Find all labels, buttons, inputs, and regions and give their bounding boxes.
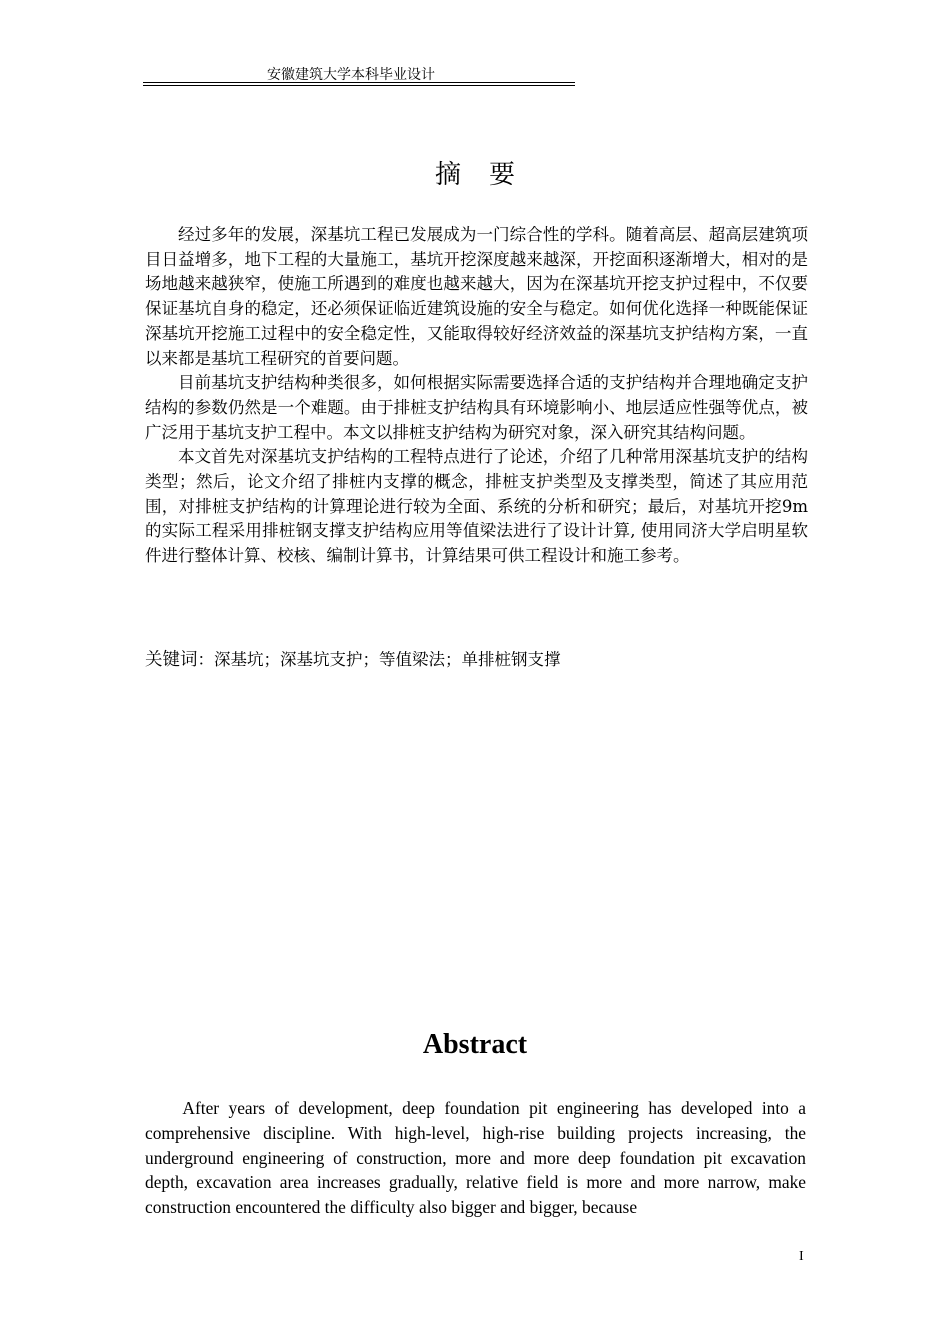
page-header <box>143 66 575 86</box>
keywords-colon: ： <box>197 650 214 669</box>
header-rule-bottom <box>143 85 575 86</box>
chinese-abstract-paragraph-1: 经过多年的发展，深基坑工程已发展成为一门综合性的学科。随着高层、超高层建筑项目日益增多，地下工程的大量施工，基坑开挖深度越来越深，开挖面积逐渐增大，相对的是场地越来越狭窄，使施工所遇到的难度也越来越大，因为在深基坑开挖支护过程中，不仅要保证基坑自身的稳定，还必须保证临近建筑设施的安全与稳定。如何优化选择一种既能保证深基坑开挖施工过程中的安全稳定性，又能取得较好经济效益的深基坑支护结构方案，一直以来都是基坑工程研究的首要问题。 <box>145 225 808 368</box>
keywords-label: 关键词 <box>145 650 198 670</box>
english-abstract-title: Abstract <box>422 1029 528 1060</box>
keywords-list: 深基坑；深基坑支护；等值梁法；单排桩钢支撑 <box>214 650 561 669</box>
chinese-abstract-paragraph-3: 本文首先对深基坑支护结构的工程特点进行了论述，介绍了几种常用深基坑支护的结构类型；然后，论文介绍了排桩内支撑的概念，排桩支护类型及支撑类型，简述了其应用范围，对排桩支护结构的计算理论进行较为全面、系统的分析和研究；最后，对基坑开挖9m的实际工程采用排桩钢支撑支护结构应用等值梁法进行了设计计算, 使用同济大学启明星软件进行整体计算、校核、编制计算书，计算结果可供工程设计和施工参考。 <box>145 447 808 566</box>
header-rule-top <box>143 82 575 83</box>
chinese-abstract-paragraph-2: 目前基坑支护结构种类很多，如何根据实际需要选择合适的支护结构并合理地确定支护结构的参数仍然是一个难题。由于排桩支护结构具有环境影响小、地层适应性强等优点，被广泛用于基坑支护工程中。本文以排桩支护结构为研究对象，深入研究其结构问题。 <box>145 373 808 442</box>
chinese-abstract-title: 摘要 <box>434 160 543 190</box>
english-abstract-paragraph-1: After years of development, deep foundation pit engineering has developed into a comprehensive discipline. With high-level, high-rise building projects increasing, the underground engineering of construction, more and more deep foundation pit excavation depth, excavation area increases gradually, relative field is more and more narrow, make construction encountered the difficulty also bigger and bigger, because <box>145 1098 806 1218</box>
english-abstract-body <box>145 1096 806 1220</box>
chinese-abstract-body <box>145 223 808 569</box>
keywords-line <box>145 648 808 673</box>
page-number: I <box>799 1249 804 1264</box>
header-title: 安徽建筑大学本科毕业设计 <box>267 67 435 83</box>
